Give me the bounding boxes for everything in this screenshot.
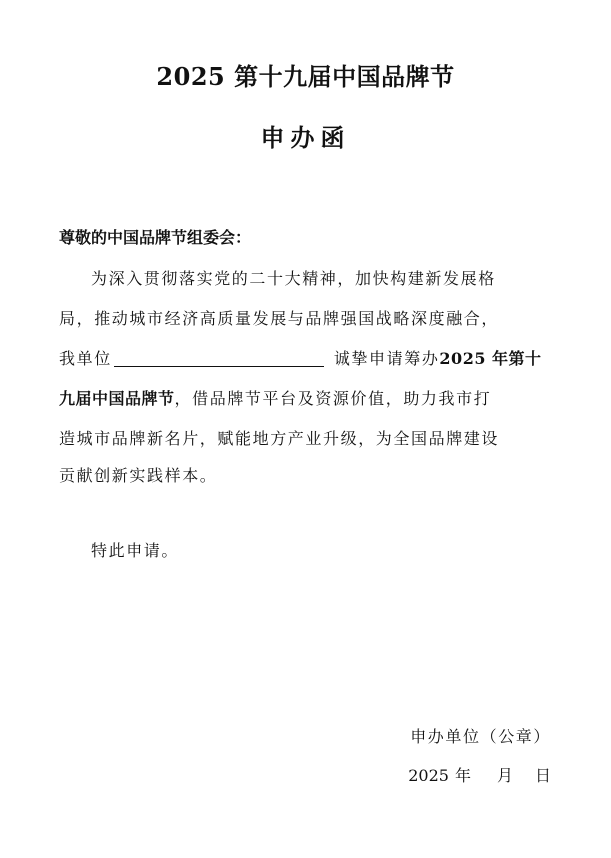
date-month-unit: 月 [496, 766, 513, 785]
body-line-3-prefix: 我单位 [59, 349, 112, 368]
closing-remark: 特此申请。 [91, 541, 180, 560]
body-line-2: 局，推动城市经济高质量发展与品牌强国战略深度融合， [59, 309, 500, 328]
body-line-3-bold: 2025 年第十 [439, 349, 542, 368]
date-day-unit: 日 [534, 766, 551, 785]
document-title: 2025 第十九届中国品牌节 [156, 62, 455, 91]
signature-unit: 申办单位（公章） [410, 727, 551, 746]
body-line-3 [59, 346, 559, 369]
date-year-unit: 年 [454, 766, 471, 785]
body-line-6: 贡献创新实践样本。 [59, 466, 218, 485]
event-name-bold: 九届中国品牌节 [59, 389, 175, 408]
signature-date [408, 763, 551, 786]
applicant-name-blank[interactable] [114, 348, 324, 367]
body-line-4 [59, 386, 559, 409]
body-line-4-text: ，借品牌节平台及资源价值，助力我市打 [174, 389, 492, 408]
body-line-1: 为深入贯彻落实党的二十大精神，加快构建新发展格 [91, 269, 496, 288]
salutation: 尊敬的中国品牌节组委会： [59, 228, 252, 247]
body-line-5: 造城市品牌新名片，赋能地方产业升级，为全国品牌建设 [59, 429, 500, 448]
body-line-3-text: 诚挚申请筹办 [333, 349, 440, 368]
document-subtitle: 申办函 [260, 123, 351, 152]
date-year: 2025 [408, 766, 449, 785]
